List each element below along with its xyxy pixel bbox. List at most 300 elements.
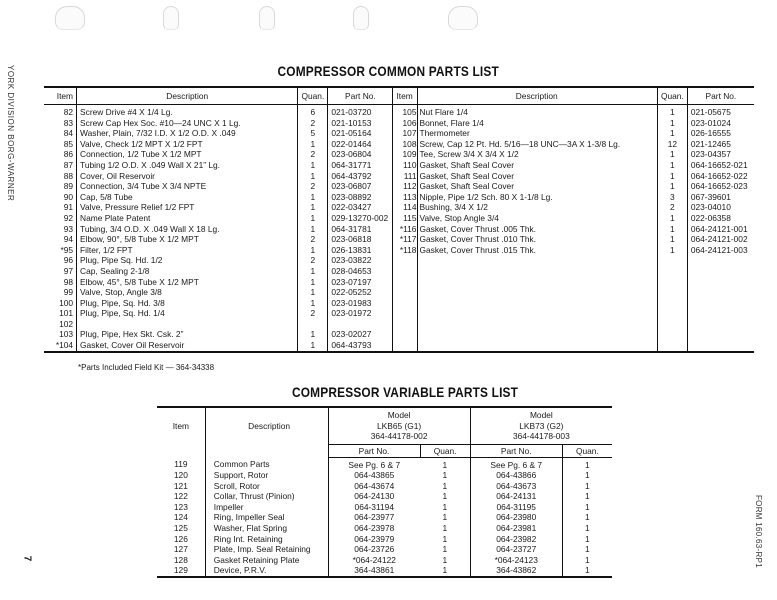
quantity-cell: 1 xyxy=(420,481,470,492)
quantity-cell: 1 xyxy=(657,213,687,224)
model-name: LKB73 (G2) xyxy=(519,420,564,431)
item-cell: 129 xyxy=(157,565,205,577)
quantity-cell: 1 xyxy=(420,491,470,502)
description-cell: Washer, Plain, 7/32 I.D. X 1/2 O.D. X .049 xyxy=(77,128,298,139)
item-cell: 97 xyxy=(44,266,77,277)
item-cell: 88 xyxy=(44,171,77,182)
description-cell: Gasket, Cover Thrust .010 Thk. xyxy=(418,234,657,245)
description-cell xyxy=(418,255,657,266)
description-cell: Gasket Retaining Plate xyxy=(205,555,328,566)
table-row xyxy=(157,544,612,555)
quantity-cell xyxy=(298,319,328,330)
description-cell: Ring Int. Retaining xyxy=(205,534,328,545)
quantity-cell: 1 xyxy=(298,202,328,213)
part-number-cell: 064-16652-023 xyxy=(690,181,748,192)
item-cell: 87 xyxy=(44,160,77,171)
item-cell: 82 xyxy=(44,105,77,118)
table-row xyxy=(44,128,754,139)
table-row xyxy=(44,192,754,203)
part-number-cell: 064-43673 xyxy=(470,481,562,492)
variable-parts-table xyxy=(157,406,612,578)
quantity-cell: 1 xyxy=(585,533,590,544)
common-parts-title: COMPRESSOR COMMON PARTS LIST xyxy=(277,63,499,79)
table-row xyxy=(44,171,754,182)
model-label: Model xyxy=(529,410,553,420)
header-item: Item xyxy=(393,87,418,105)
item-cell: 94 xyxy=(44,234,77,245)
common-parts-table xyxy=(44,86,754,353)
table-row xyxy=(44,139,754,150)
field-kit-footnote: *Parts Included Field Kit — 364-34338 xyxy=(78,363,215,372)
item-cell: 108 xyxy=(393,139,418,150)
quantity-cell xyxy=(657,319,687,330)
part-number-cell: 064-23980 xyxy=(470,512,562,523)
header-description: Description xyxy=(205,407,328,457)
item-cell xyxy=(393,287,418,298)
table-row xyxy=(44,181,754,192)
item-cell xyxy=(393,329,418,340)
quantity-cell: 1 xyxy=(298,160,328,171)
quantity-cell: 1 xyxy=(298,266,328,277)
description-cell: Gasket, Cover Thrust .005 Thk. xyxy=(418,224,657,235)
item-cell: 111 xyxy=(393,171,418,182)
quantity-cell xyxy=(657,255,687,266)
part-number-cell: 023-04357 xyxy=(690,149,731,160)
part-number-cell: 022-06358 xyxy=(690,212,731,223)
quantity-cell: 1 xyxy=(585,491,590,502)
quantity-cell: 1 xyxy=(657,224,687,235)
header-quan: Quan. xyxy=(420,444,470,457)
part-number-cell: 064-16652-022 xyxy=(690,170,748,181)
header-part-no: Part No. xyxy=(470,444,562,457)
part-number-cell: 023-01972 xyxy=(328,308,393,319)
part-number-cell: 023-01024 xyxy=(690,117,731,128)
item-cell: 102 xyxy=(44,319,77,330)
table-row xyxy=(44,202,754,213)
quantity-cell: 1 xyxy=(657,245,687,256)
description-cell: Plug, Pipe, Hex Skt. Csk. 2” xyxy=(77,329,298,340)
part-number-cell: 023-08892 xyxy=(328,192,393,203)
quantity-cell: 6 xyxy=(298,105,328,118)
form-number: FORM 160.63-RP1 xyxy=(754,495,763,568)
part-number-cell: 064-24121-003 xyxy=(690,244,748,255)
part-number-cell xyxy=(687,308,754,319)
quantity-cell: 1 xyxy=(420,502,470,513)
description-cell: Connection, 1/2 Tube X 1/2 MPT xyxy=(77,149,298,160)
table-row xyxy=(44,319,754,330)
description-cell: Impeller xyxy=(205,502,328,513)
part-number-cell: 064-16652-021 xyxy=(690,159,748,170)
part-number-cell: See Pg. 6 & 7 xyxy=(348,459,401,470)
description-cell: Bushing, 3/4 X 1/2 xyxy=(418,202,657,213)
part-number-cell: 023-01983 xyxy=(328,298,393,309)
item-cell: 93 xyxy=(44,224,77,235)
part-number-cell: 023-02027 xyxy=(328,329,393,340)
item-cell xyxy=(393,255,418,266)
quantity-cell: 1 xyxy=(657,118,687,129)
quantity-cell: 1 xyxy=(298,171,328,182)
item-cell: 119 xyxy=(157,457,205,470)
description-cell: Gasket, Cover Thrust .015 Thk. xyxy=(418,245,657,256)
quantity-cell: 1 xyxy=(657,149,687,160)
model-header-lkb65 xyxy=(328,407,470,444)
description-cell: Nut Flare 1/4 xyxy=(418,105,657,118)
item-cell: 123 xyxy=(157,502,205,513)
quantity-cell: 1 xyxy=(420,457,470,470)
description-cell: Plate, Imp. Seal Retaining xyxy=(205,544,328,555)
part-number-cell: 067-39601 xyxy=(690,191,731,202)
part-number-cell: 023-03822 xyxy=(328,255,393,266)
table-row xyxy=(157,512,612,523)
table-row xyxy=(157,481,612,492)
model-label: Model xyxy=(387,410,411,420)
quantity-cell: 1 xyxy=(298,192,328,203)
model-header-lkb73 xyxy=(470,407,612,444)
item-cell xyxy=(393,340,418,352)
header-item: Item xyxy=(44,87,77,105)
item-cell: 105 xyxy=(393,105,418,118)
quantity-cell: 1 xyxy=(585,523,590,534)
table-row xyxy=(44,340,754,352)
description-cell: Gasket, Shaft Seal Cover xyxy=(418,160,657,171)
table-row xyxy=(44,245,754,256)
table-row xyxy=(44,277,754,288)
quantity-cell: 5 xyxy=(298,128,328,139)
table-row xyxy=(44,287,754,298)
part-number-cell: 364-43862 xyxy=(470,565,562,577)
part-number-cell: 064-23979 xyxy=(354,533,395,544)
description-cell: Plug, Pipe, Sq. Hd. 1/4 xyxy=(77,308,298,319)
quantity-cell: 1 xyxy=(585,565,590,576)
description-cell: Plug, Pipe Sq. Hd. 1/2 xyxy=(77,255,298,266)
quantity-cell: 1 xyxy=(657,160,687,171)
part-number-cell: 028-04653 xyxy=(328,266,393,277)
header-description: Description xyxy=(418,87,657,105)
description-cell: Elbow, 90°, 5/8 Tube X 1/2 MPT xyxy=(77,234,298,245)
quantity-cell xyxy=(657,308,687,319)
item-cell: 103 xyxy=(44,329,77,340)
part-number-cell xyxy=(687,287,754,298)
part-number-cell: 064-31771 xyxy=(328,160,393,171)
table-row xyxy=(44,118,754,129)
quantity-cell xyxy=(657,277,687,288)
description-cell: Valve, Stop, Angle 3/8 xyxy=(77,287,298,298)
item-cell: 92 xyxy=(44,213,77,224)
header-part-no: Part No. xyxy=(687,87,754,105)
header-part-no: Part No. xyxy=(328,87,393,105)
header-description: Description xyxy=(77,87,298,105)
description-cell xyxy=(418,329,657,340)
part-number-cell: *064-24123 xyxy=(470,555,562,566)
item-cell: 121 xyxy=(157,481,205,492)
quantity-cell: 1 xyxy=(585,512,590,523)
table-row xyxy=(44,266,754,277)
header-quan: Quan. xyxy=(298,87,328,105)
punch-hole xyxy=(259,6,275,30)
part-number-cell: 064-23727 xyxy=(470,544,562,555)
part-number-cell xyxy=(687,277,754,288)
quantity-cell: 1 xyxy=(298,340,328,352)
header-part-no: Part No. xyxy=(328,444,420,457)
part-number-cell: 064-23982 xyxy=(470,534,562,545)
description-cell xyxy=(418,319,657,330)
quantity-cell: 1 xyxy=(657,128,687,139)
part-number-cell: 064-23977 xyxy=(354,512,395,523)
header-quan: Quan. xyxy=(562,444,612,457)
item-cell: 85 xyxy=(44,139,77,150)
part-number-cell: 064-43674 xyxy=(354,480,395,491)
part-number-cell xyxy=(687,329,754,340)
description-cell: Device, P.R.V. xyxy=(205,565,328,577)
part-number-cell: 064-31781 xyxy=(328,224,393,235)
quantity-cell: 1 xyxy=(298,298,328,309)
part-number-cell: 064-23981 xyxy=(470,523,562,534)
item-cell: 90 xyxy=(44,192,77,203)
punch-hole xyxy=(353,6,369,30)
model-number: 364-44178-003 xyxy=(512,431,570,441)
part-number-cell: 023-06807 xyxy=(328,181,393,192)
description-cell: Tubing 1/2 O.D. X .049 Wall X 21” Lg. xyxy=(77,160,298,171)
header-item: Item xyxy=(157,407,205,457)
description-cell xyxy=(418,298,657,309)
table-row xyxy=(44,308,754,319)
part-number-cell: 064-31194 xyxy=(354,501,394,512)
quantity-cell: 2 xyxy=(298,234,328,245)
quantity-cell: 2 xyxy=(298,255,328,266)
item-cell: 91 xyxy=(44,202,77,213)
description-cell: Ring, Impeller Seal xyxy=(205,512,328,523)
description-cell xyxy=(418,287,657,298)
punch-hole xyxy=(448,6,478,30)
quantity-cell xyxy=(657,329,687,340)
punch-hole xyxy=(55,6,85,30)
model-number: 364-44178-002 xyxy=(370,431,428,441)
page-number: 7 xyxy=(21,555,33,562)
item-cell: *95 xyxy=(44,245,77,256)
variable-parts-title: COMPRESSOR VARIABLE PARTS LIST xyxy=(291,384,519,400)
item-cell xyxy=(393,319,418,330)
part-number-cell: 021-05675 xyxy=(690,107,731,117)
part-number-cell: 064-23978 xyxy=(354,523,395,534)
quantity-cell: 1 xyxy=(420,470,470,481)
table-row xyxy=(157,457,612,470)
description-cell: Collar, Thrust (Pinion) xyxy=(205,491,328,502)
description-cell xyxy=(418,266,657,277)
part-number-cell: 026-16555 xyxy=(690,128,731,139)
part-number-cell xyxy=(328,319,393,330)
quantity-cell: 1 xyxy=(657,234,687,245)
item-cell: 113 xyxy=(393,192,418,203)
description-cell: Valve, Stop Angle 3/4 xyxy=(418,213,657,224)
part-number-cell: 064-43793 xyxy=(328,340,393,352)
quantity-cell: 1 xyxy=(585,544,590,555)
description-cell: Valve, Pressure Relief 1/2 FPT xyxy=(77,202,298,213)
quantity-cell: 1 xyxy=(585,470,590,481)
item-cell: 83 xyxy=(44,118,77,129)
description-cell: Thermometer xyxy=(418,128,657,139)
description-cell: Screw Cap Hex Soc. #10—24 UNC X 1 Lg. xyxy=(77,118,298,129)
part-number-cell: 023-06818 xyxy=(328,234,393,245)
item-cell: 99 xyxy=(44,287,77,298)
part-number-cell: 364-43861 xyxy=(354,565,395,576)
part-number-cell: 022-01464 xyxy=(328,139,393,150)
part-number-cell xyxy=(687,298,754,309)
item-cell: 86 xyxy=(44,149,77,160)
item-cell: 125 xyxy=(157,523,205,534)
table-row xyxy=(44,105,754,118)
description-cell: Screw, Cap 12 Pt. Hd. 5/16—18 UNC—3A X 1-3/8 Lg. xyxy=(418,139,657,150)
part-number-cell: 022-03427 xyxy=(328,202,393,213)
item-cell: 122 xyxy=(157,491,205,502)
part-number-cell: 064-23726 xyxy=(354,544,395,555)
part-number-cell: 021-10153 xyxy=(328,118,393,129)
item-cell: 98 xyxy=(44,277,77,288)
part-number-cell: 064-43866 xyxy=(470,470,562,481)
table-row xyxy=(44,224,754,235)
description-cell: Cap, Sealing 2-1/8 xyxy=(77,266,298,277)
description-cell: Gasket, Shaft Seal Cover xyxy=(418,171,657,182)
description-cell: Valve, Check 1/2 MPT X 1/2 FPT xyxy=(77,139,298,150)
item-cell xyxy=(393,266,418,277)
description-cell: Scroll, Rotor xyxy=(205,481,328,492)
item-cell: 89 xyxy=(44,181,77,192)
part-number-cell: See Pg. 6 & 7 xyxy=(470,457,562,470)
part-number-cell: 064-43792 xyxy=(328,171,393,182)
part-number-cell xyxy=(687,266,754,277)
item-cell: 127 xyxy=(157,544,205,555)
item-cell: 128 xyxy=(157,555,205,566)
description-cell: Screw Drive #4 X 1/4 Lg. xyxy=(77,105,298,118)
description-cell: Plug, Pipe, Sq. Hd. 3/8 xyxy=(77,298,298,309)
quantity-cell xyxy=(657,287,687,298)
table-row xyxy=(44,149,754,160)
description-cell: Gasket, Shaft Seal Cover xyxy=(418,181,657,192)
quantity-cell: 1 xyxy=(298,277,328,288)
item-cell: 84 xyxy=(44,128,77,139)
quantity-cell: 2 xyxy=(298,181,328,192)
item-cell: *116 xyxy=(393,224,418,235)
item-cell: 126 xyxy=(157,534,205,545)
part-number-cell: 064-24130 xyxy=(354,491,395,502)
quantity-cell: 1 xyxy=(298,213,328,224)
part-number-cell: 021-12465 xyxy=(690,138,731,149)
description-cell xyxy=(418,308,657,319)
quantity-cell: 1 xyxy=(420,512,470,523)
description-cell: Nipple, Pipe 1/2 Sch. 80 X 1-1/8 Lg. xyxy=(418,192,657,203)
table-row xyxy=(157,491,612,502)
quantity-cell: 1 xyxy=(298,245,328,256)
quantity-cell: 1 xyxy=(298,139,328,150)
quantity-cell: 1 xyxy=(420,555,470,566)
description-cell: Tubing, 3/4 O.D. X .049 Wall X 18 Lg. xyxy=(77,224,298,235)
item-cell: 112 xyxy=(393,181,418,192)
quantity-cell xyxy=(657,340,687,352)
table-row xyxy=(44,298,754,309)
table-header-row xyxy=(44,87,754,105)
header-quan: Quan. xyxy=(657,87,687,105)
table-row xyxy=(44,213,754,224)
table-row xyxy=(44,160,754,171)
part-number-cell: 022-05252 xyxy=(328,287,393,298)
quantity-cell: 2 xyxy=(298,118,328,129)
quantity-cell: 2 xyxy=(298,149,328,160)
part-number-cell: 023-07197 xyxy=(328,277,393,288)
part-number-cell xyxy=(687,340,754,352)
description-cell: Filter, 1/2 FPT xyxy=(77,245,298,256)
description-cell: Support, Rotor xyxy=(205,470,328,481)
quantity-cell: 12 xyxy=(657,139,687,150)
description-cell: Gasket, Cover Oil Reservoir xyxy=(77,340,298,352)
table-row xyxy=(157,555,612,566)
description-cell: Connection, 3/4 Tube X 3/4 NPTE xyxy=(77,181,298,192)
table-row xyxy=(157,523,612,534)
description-cell: Washer, Flat Spring xyxy=(205,523,328,534)
quantity-cell xyxy=(657,266,687,277)
item-cell: 110 xyxy=(393,160,418,171)
item-cell: *104 xyxy=(44,340,77,352)
item-cell: *117 xyxy=(393,234,418,245)
table-row xyxy=(157,470,612,481)
description-cell xyxy=(418,340,657,352)
item-cell: 96 xyxy=(44,255,77,266)
part-number-cell: 029-13270-002 xyxy=(328,213,393,224)
item-cell: *118 xyxy=(393,245,418,256)
quantity-cell: 1 xyxy=(585,501,590,512)
quantity-cell: 2 xyxy=(657,202,687,213)
item-cell: 120 xyxy=(157,470,205,481)
table-row xyxy=(157,534,612,545)
part-number-cell: 064-24121-002 xyxy=(690,234,748,245)
item-cell: 107 xyxy=(393,128,418,139)
part-number-cell xyxy=(687,255,754,266)
description-cell: Name Plate Patent xyxy=(77,213,298,224)
item-cell: 100 xyxy=(44,298,77,309)
quantity-cell: 1 xyxy=(657,181,687,192)
table-row xyxy=(44,329,754,340)
table-row xyxy=(157,502,612,513)
part-number-cell: 064-43865 xyxy=(354,470,395,481)
description-cell: Bonnet, Flare 1/4 xyxy=(418,118,657,129)
quantity-cell: 3 xyxy=(657,192,687,203)
quantity-cell: 2 xyxy=(298,308,328,319)
quantity-cell: 1 xyxy=(298,224,328,235)
table-header-row xyxy=(157,407,612,444)
part-number-cell xyxy=(687,319,754,330)
table-row xyxy=(44,234,754,245)
quantity-cell: 1 xyxy=(298,329,328,340)
item-cell xyxy=(393,308,418,319)
part-number-cell: 064-24121-001 xyxy=(690,223,748,234)
part-number-cell: 023-04010 xyxy=(690,202,731,213)
quantity-cell: 1 xyxy=(657,171,687,182)
table-row xyxy=(157,565,612,577)
item-cell: 115 xyxy=(393,213,418,224)
item-cell: 109 xyxy=(393,149,418,160)
quantity-cell: 1 xyxy=(657,105,687,118)
part-number-cell: 023-06804 xyxy=(328,149,393,160)
item-cell: 101 xyxy=(44,308,77,319)
table-row xyxy=(44,255,754,266)
part-number-cell: 026-13831 xyxy=(328,245,393,256)
model-name: LKB65 (G1) xyxy=(376,420,422,431)
item-cell xyxy=(393,277,418,288)
quantity-cell: 1 xyxy=(420,523,470,534)
description-cell: Elbow, 45°, 5/8 Tube X 1/2 MPT xyxy=(77,277,298,288)
part-number-cell: 064-24131 xyxy=(470,491,562,502)
quantity-cell: 1 xyxy=(420,534,470,545)
item-cell xyxy=(393,298,418,309)
quantity-cell: 1 xyxy=(585,459,590,470)
